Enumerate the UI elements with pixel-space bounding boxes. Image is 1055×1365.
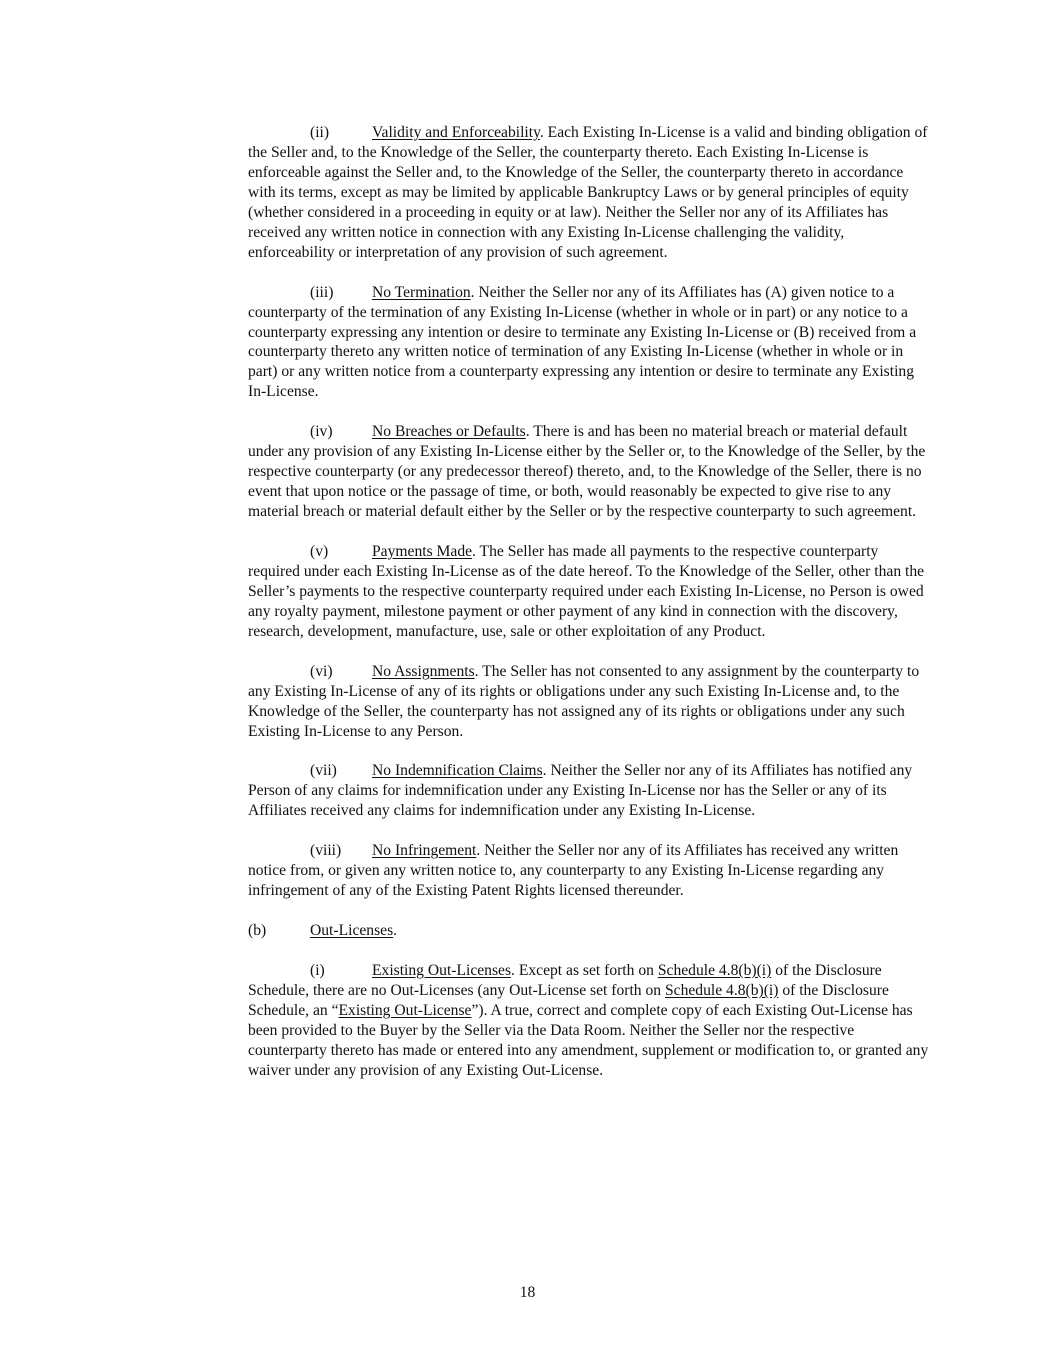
paragraph-vi [248,662,934,742]
paragraph-text: ”). A true, correct and complete copy of each Existing Out-License has been provided to the Buyer by the Seller via the Data Room. Neither the Seller nor the respective counterparty thereto has made or entered into any amendment, supplement or modification to, or granted any waiver under any provision of any Existing Out-License. [248,1001,929,1079]
paragraph-label: (viii) [310,842,342,860]
paragraph-heading: Existing Out-Licenses [372,961,512,979]
paragraph-label: (i) [310,961,325,979]
paragraph-v [248,542,934,642]
paragraph-text: . Neither the Seller nor any of its Affiliates has notified any Person of any claims for indemnification under any Existing In-License nor has the Seller or any of its Affiliates received any claims for indemnification under any Existing In-License. [248,762,913,820]
paragraph-heading: Validity and Enforceability [372,124,540,141]
schedule-reference: Schedule 4.8(b)(i) [664,981,779,999]
section-b-heading [248,921,934,941]
paragraph-heading: No Assignments [372,662,475,680]
paragraph-b-i [248,961,934,1081]
paragraph-iv [248,422,934,522]
paragraph-heading: No Infringement [372,842,477,860]
section-heading-period: . [393,922,398,940]
paragraph-label: (iii) [310,283,334,301]
schedule-reference: Schedule 4.8(b)(i) [657,961,772,979]
paragraph-text: . The Seller has not consented to any assignment by the counterparty to any Existing In-License of any of its rights or obligations under any such Existing In-License and, to the Knowledge of the Seller, the counterparty has not assigned any of its rights or obligations under any such Existing In-License to any Person. [248,662,920,740]
paragraph-text: of the Disclosure Schedule, an “ [248,981,889,1019]
section-heading: Out-Licenses [310,922,394,940]
paragraph-iii [248,283,934,403]
paragraph-viii [248,841,934,901]
paragraph-label: (v) [310,542,329,560]
paragraph-label: (iv) [310,423,333,441]
section-label: (b) [248,922,267,940]
paragraph-text: of the Disclosure Schedule, there are no Out-Licenses (any Out-License set forth on [248,961,882,999]
defined-term: Existing Out-License [338,1001,472,1019]
paragraph-heading: No Termination [372,283,471,301]
paragraph-label: (vi) [310,662,333,680]
paragraph-text: . Except as set forth on [511,961,658,979]
paragraph-text: . Neither the Seller nor any of its Affiliates has received any written notice from, or given any written notice to, any counterparty to any Existing In-License regarding any infringement of any of the Existing Patent Rights licensed thereunder. [248,842,899,900]
paragraph-heading: No Indemnification Claims [372,762,543,780]
paragraph-text: . Neither the Seller nor any of its Affiliates has (A) given notice to a counterparty of the termination of any Existing In-License (whether in whole or in part) or any notice to a counterparty expressing any intention or desire to terminate any Existing In-License or (B) received from a counterparty thereto any written notice of termination of any Existing In-License (whether in whole or in part) or any written notice from a counterparty expressing any intention or desire to terminate any Existing In-License. [248,283,917,401]
document-page [248,123,934,1101]
paragraph-text: . Each Existing In-License is a valid and binding obligation of the Seller and, to the Knowledge of the Seller, the counterparty thereto. Each Existing In-License is enforceable against the Seller and, to the Knowledge of the Seller, the counterparty thereto in accordance with its terms, except as may be limited by applicable Bankruptcy Laws or by general principles of equity (whether considered in a proceeding in equity or at law). Neither the Seller nor any of its Affiliates has received any written notice in connection with any Existing In-License challenging the validity, enforceability or interpretation of any provision of such agreement. [248,124,928,261]
page-number: 18 [519,1284,536,1301]
paragraph-label: (vii) [310,762,337,780]
paragraph-label: (ii) [310,124,330,141]
paragraph-heading: Payments Made [372,542,473,560]
paragraph-text: . There is and has been no material breach or material default under any provision of any Existing In-License either by the Seller or, to the Knowledge of the Seller, by the respective counterparty (or any predecessor thereof) thereto, and, to the Knowledge of the Seller, there is no event that upon notice or the passage of time, or both, would reasonably be expected to give rise to any material breach or material default either by the Seller or by the respective counterparty to such agreement. [248,423,926,521]
paragraph-text: . The Seller has made all payments to the respective counterparty required under each Existing In-License as of the date hereof. To the Knowledge of the Seller, other than the Seller’s payments to the respective counterparty required under each Existing In-License, no Person is owed any royalty payment, milestone payment or other payment of any kind in connection with the discovery, research, development, manufacture, use, sale or other exploitation of any Product. [248,542,925,640]
paragraph-ii [248,123,934,263]
paragraph-vii [248,761,934,821]
paragraph-heading: No Breaches or Defaults [372,423,526,441]
